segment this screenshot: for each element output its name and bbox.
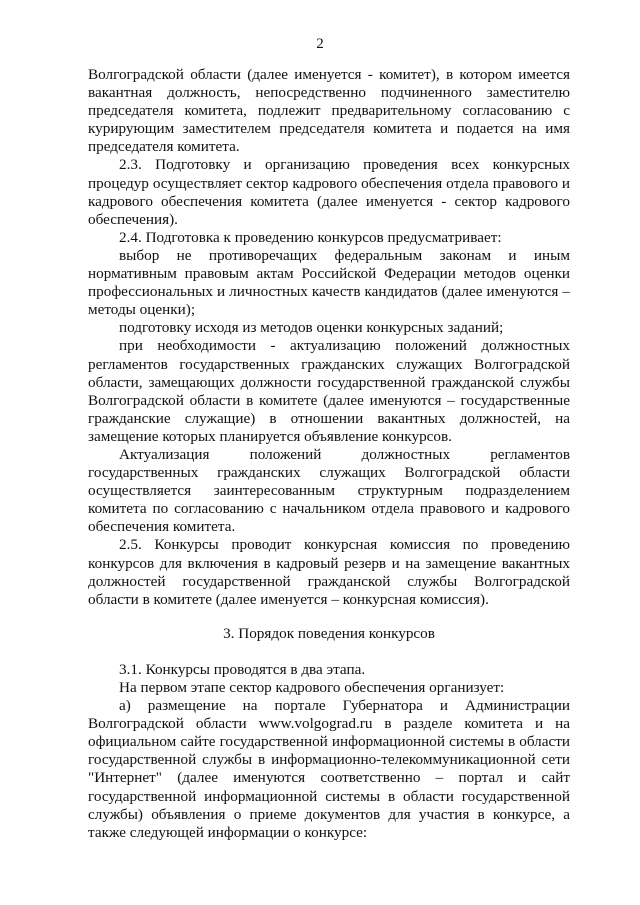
paragraph-actualization: Актуализация положений должностных регламентов государственных гражданских служащих Волгоградской области осуществляется заинтересованным структурным подразделением комитета по согласованию с начальником отдела правового и кадрового обеспечения комитета.	[88, 445, 570, 536]
document-body	[88, 66, 570, 842]
paragraph-first-stage: На первом этапе сектор кадрового обеспечения организует:	[119, 679, 505, 696]
paragraph-2-3: 2.3. Подготовку и организацию проведения всех конкурсных процедур осуществляет сектор кадрового обеспечения отдела правового и кадрового обеспечения комитета (далее именуется - сектор кадрового обеспечения).	[88, 156, 570, 228]
paragraph-3-1: 3.1. Конкурсы проводятся в два этапа.	[119, 660, 366, 678]
paragraph-tasks-prep: подготовку исходя из методов оценки конкурсных заданий;	[119, 319, 504, 337]
paragraph-regulations-update: при необходимости - актуализацию положений должностных регламентов государственных гражданских служащих Волгоградской области, замещающих должности государственной гражданской службы Волгоградской области в комитете (далее именуются – государственные гражданские служащие) в отношении вакантных должностей, на замещение которых планируется объявление конкурсов.	[88, 337, 570, 445]
paragraph-item-a: а) размещение на портале Губернатора и Администрации Волгоградской области www.volgograd.ru в разделе комитета и на официальном сайте государственной информационной системы в области государственной службы в информационно-телекоммуникационной сети "Интернет" (далее именуются соответственно – портал и сайт государственной информационной системы в области государственной службы) объявления о приеме документов для участия в конкурсе, а также следующей информации о конкурсе:	[88, 697, 570, 841]
page-number: 2	[316, 36, 324, 52]
section-heading: 3. Порядок поведения конкурсов	[223, 624, 435, 642]
paragraph-2-4: 2.4. Подготовка к проведению конкурсов предусматривает:	[119, 228, 502, 246]
paragraph-2-5: 2.5. Конкурсы проводит конкурсная комиссия по проведению конкурсов для включения в кадровый резерв и на замещение вакантных должностей государственной гражданской службы Волгоградской области в комитете (далее именуется – конкурсная комиссия).	[88, 536, 570, 608]
paragraph-continuation: Волгоградской области (далее именуется - комитет), в котором имеется вакантная должность, непосредственно подчиненного заместителю председателя комитета, подлежит предварительному согласованию с курирующим заместителем председателя комитета и подается на имя председателя комитета.	[88, 66, 570, 156]
paragraph-methods-choice: выбор не противоречащих федеральным законам и иным нормативным правовым актам Российской Федерации методов оценки профессиональных и личностных качеств кандидатов (далее именуются – методы оценки);	[88, 246, 570, 319]
